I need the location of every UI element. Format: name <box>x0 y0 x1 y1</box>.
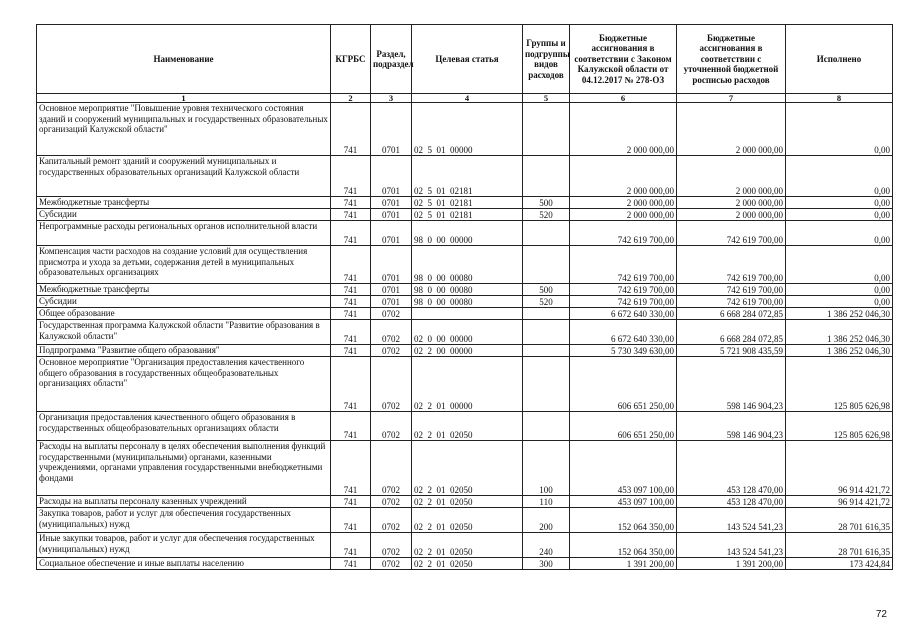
row-group <box>523 156 570 197</box>
table-row <box>37 320 893 345</box>
row-section: 0701 <box>371 197 412 209</box>
row-executed: 28 701 616,35 <box>786 533 893 558</box>
row-section: 0702 <box>371 320 412 345</box>
row-target: 02 2 00 00000 <box>412 345 523 357</box>
table-row <box>37 441 893 496</box>
row-name: Социальное обеспечение и иные выплаты населению <box>37 558 331 570</box>
table-row <box>37 284 893 296</box>
column-number-row <box>37 94 893 103</box>
row-budget-refined: 742 619 700,00 <box>677 296 786 308</box>
row-krbs: 741 <box>331 246 371 284</box>
row-name: Компенсация части расходов на создание условий для осуществления присмотра и ухода за детьми, содержания детей в муниципальных образовательных организациях <box>37 246 331 284</box>
row-section: 0701 <box>371 284 412 296</box>
row-name: Субсидии <box>37 296 331 308</box>
row-budget-law: 453 097 100,00 <box>570 441 677 496</box>
row-krbs: 741 <box>331 197 371 209</box>
row-krbs: 741 <box>331 496 371 508</box>
table-row <box>37 221 893 246</box>
row-section: 0702 <box>371 308 412 320</box>
row-name: Основное мероприятие "Повышение уровня технического состояния зданий и сооружений муниципальных и государственных образовательных организаций Калужской области" <box>37 103 331 156</box>
row-budget-law: 152 064 350,00 <box>570 508 677 533</box>
row-krbs: 741 <box>331 320 371 345</box>
row-executed: 96 914 421,72 <box>786 441 893 496</box>
table-row <box>37 345 893 357</box>
row-group <box>523 246 570 284</box>
row-executed: 1 386 252 046,30 <box>786 320 893 345</box>
table-row <box>37 412 893 441</box>
row-group <box>523 345 570 357</box>
row-name: Закупка товаров, работ и услуг для обеспечения государственных (муниципальных) нужд <box>37 508 331 533</box>
row-group: 200 <box>523 508 570 533</box>
row-executed: 0,00 <box>786 296 893 308</box>
row-executed: 0,00 <box>786 284 893 296</box>
row-name: Расходы на выплаты персоналу в целях обеспечения выполнения функций государственными (муниципальными) органами, казенными учреждениями, органами управления государственными внебюджетными фондами <box>37 441 331 496</box>
table-row <box>37 103 893 156</box>
row-budget-law: 606 651 250,00 <box>570 412 677 441</box>
row-section: 0701 <box>371 209 412 221</box>
row-target: 02 2 01 02050 <box>412 558 523 570</box>
row-executed: 1 386 252 046,30 <box>786 345 893 357</box>
row-budget-refined: 742 619 700,00 <box>677 246 786 284</box>
header-krbs: КГРБС <box>331 25 371 94</box>
row-group: 520 <box>523 209 570 221</box>
row-executed: 28 701 616,35 <box>786 508 893 533</box>
row-budget-law: 152 064 350,00 <box>570 533 677 558</box>
row-budget-law: 6 672 640 330,00 <box>570 320 677 345</box>
row-executed: 0,00 <box>786 156 893 197</box>
row-budget-refined: 143 524 541,23 <box>677 533 786 558</box>
row-budget-law: 2 000 000,00 <box>570 197 677 209</box>
row-target: 02 5 01 02181 <box>412 156 523 197</box>
row-krbs: 741 <box>331 558 371 570</box>
row-budget-refined: 453 128 470,00 <box>677 441 786 496</box>
row-name: Капитальный ремонт зданий и сооружений муниципальных и государственных образовательных организаций Калужской области <box>37 156 331 197</box>
row-target: 02 2 01 02050 <box>412 508 523 533</box>
row-budget-refined: 2 000 000,00 <box>677 197 786 209</box>
row-executed: 125 805 626,98 <box>786 357 893 412</box>
header-budget-law: Бюджетные ассигнования в соответствии с Законом Калужской области от 04.12.2017 № 278-ОЗ <box>570 25 677 94</box>
row-target: 98 0 00 00080 <box>412 284 523 296</box>
row-group: 110 <box>523 496 570 508</box>
row-section: 0702 <box>371 441 412 496</box>
row-budget-law: 2 000 000,00 <box>570 156 677 197</box>
row-group <box>523 103 570 156</box>
table-row <box>37 296 893 308</box>
row-budget-law: 1 391 200,00 <box>570 558 677 570</box>
table-row <box>37 308 893 320</box>
header-group: Группы и подгруппы видов расходов <box>523 25 570 94</box>
row-group: 240 <box>523 533 570 558</box>
row-budget-law: 6 672 640 330,00 <box>570 308 677 320</box>
row-krbs: 741 <box>331 308 371 320</box>
row-krbs: 741 <box>331 296 371 308</box>
row-krbs: 741 <box>331 156 371 197</box>
table-row <box>37 209 893 221</box>
row-krbs: 741 <box>331 441 371 496</box>
row-budget-law: 2 000 000,00 <box>570 209 677 221</box>
row-target: 02 5 01 00000 <box>412 103 523 156</box>
header-budget-refined: Бюджетные ассигнования в соответствии с уточненной бюджетной росписью расходов <box>677 25 786 94</box>
row-name: Непрограммные расходы региональных органов исполнительной власти <box>37 221 331 246</box>
row-section: 0702 <box>371 357 412 412</box>
row-executed: 0,00 <box>786 197 893 209</box>
row-budget-law: 2 000 000,00 <box>570 103 677 156</box>
column-number: 4 <box>412 94 523 103</box>
row-target: 98 0 00 00000 <box>412 221 523 246</box>
row-executed: 0,00 <box>786 246 893 284</box>
row-name: Субсидии <box>37 209 331 221</box>
row-budget-refined: 742 619 700,00 <box>677 221 786 246</box>
table-row <box>37 558 893 570</box>
row-section: 0701 <box>371 246 412 284</box>
header-target: Целевая статья <box>412 25 523 94</box>
column-number: 8 <box>786 94 893 103</box>
row-budget-refined: 742 619 700,00 <box>677 284 786 296</box>
row-target: 02 5 01 02181 <box>412 209 523 221</box>
table-row <box>37 156 893 197</box>
row-section: 0701 <box>371 296 412 308</box>
row-budget-refined: 2 000 000,00 <box>677 156 786 197</box>
row-target: 98 0 00 00080 <box>412 296 523 308</box>
row-section: 0702 <box>371 496 412 508</box>
row-name: Подпрограмма "Развитие общего образования" <box>37 345 331 357</box>
row-budget-refined: 143 524 541,23 <box>677 508 786 533</box>
row-budget-law: 742 619 700,00 <box>570 284 677 296</box>
header-section: Раздел, подраздел <box>371 25 412 94</box>
row-budget-law: 606 651 250,00 <box>570 357 677 412</box>
row-section: 0701 <box>371 221 412 246</box>
table-row <box>37 508 893 533</box>
column-number: 3 <box>371 94 412 103</box>
budget-table <box>36 24 893 570</box>
row-name: Государственная программа Калужской области "Развитие образования в Калужской области" <box>37 320 331 345</box>
row-name: Основное мероприятие "Организация предоставления качественного общего образования в государственных общеобразовательных организациях области" <box>37 357 331 412</box>
row-group <box>523 221 570 246</box>
row-krbs: 741 <box>331 412 371 441</box>
header-executed: Исполнено <box>786 25 893 94</box>
row-executed: 1 386 252 046,30 <box>786 308 893 320</box>
row-section: 0702 <box>371 508 412 533</box>
row-target: 02 2 01 02050 <box>412 533 523 558</box>
row-krbs: 741 <box>331 103 371 156</box>
column-number: 5 <box>523 94 570 103</box>
table-row <box>37 533 893 558</box>
row-target: 02 0 00 00000 <box>412 320 523 345</box>
row-krbs: 741 <box>331 508 371 533</box>
row-name: Организация предоставления качественного общего образования в государственных общеобразовательных организациях области <box>37 412 331 441</box>
row-krbs: 741 <box>331 345 371 357</box>
row-target: 98 0 00 00080 <box>412 246 523 284</box>
table-row <box>37 496 893 508</box>
row-krbs: 741 <box>331 209 371 221</box>
row-krbs: 741 <box>331 357 371 412</box>
row-executed: 0,00 <box>786 103 893 156</box>
row-krbs: 741 <box>331 284 371 296</box>
row-target: 02 5 01 02181 <box>412 197 523 209</box>
row-budget-law: 5 730 349 630,00 <box>570 345 677 357</box>
row-budget-refined: 598 146 904,23 <box>677 412 786 441</box>
header-row <box>37 25 893 94</box>
row-section: 0701 <box>371 103 412 156</box>
row-section: 0702 <box>371 412 412 441</box>
column-number: 6 <box>570 94 677 103</box>
row-section: 0702 <box>371 558 412 570</box>
row-budget-refined: 2 000 000,00 <box>677 103 786 156</box>
row-section: 0702 <box>371 345 412 357</box>
row-name: Иные закупки товаров, работ и услуг для обеспечения государственных (муниципальных) нужд <box>37 533 331 558</box>
row-group: 500 <box>523 197 570 209</box>
row-name: Общее образование <box>37 308 331 320</box>
row-name: Межбюджетные трансферты <box>37 197 331 209</box>
row-executed: 96 914 421,72 <box>786 496 893 508</box>
row-target <box>412 308 523 320</box>
row-section: 0702 <box>371 533 412 558</box>
table-row <box>37 357 893 412</box>
row-target: 02 2 01 02050 <box>412 496 523 508</box>
row-group: 520 <box>523 296 570 308</box>
row-budget-law: 742 619 700,00 <box>570 296 677 308</box>
row-budget-refined: 5 721 908 435,59 <box>677 345 786 357</box>
column-number: 1 <box>37 94 331 103</box>
row-group: 100 <box>523 441 570 496</box>
row-budget-refined: 6 668 284 072,85 <box>677 308 786 320</box>
row-name: Расходы на выплаты персоналу казенных учреждений <box>37 496 331 508</box>
row-section: 0701 <box>371 156 412 197</box>
row-krbs: 741 <box>331 533 371 558</box>
row-budget-refined: 6 668 284 072,85 <box>677 320 786 345</box>
row-executed: 0,00 <box>786 221 893 246</box>
table-row <box>37 246 893 284</box>
row-budget-law: 742 619 700,00 <box>570 246 677 284</box>
row-budget-refined: 598 146 904,23 <box>677 357 786 412</box>
row-name: Межбюджетные трансферты <box>37 284 331 296</box>
table-body <box>37 103 893 570</box>
column-number: 7 <box>677 94 786 103</box>
column-number: 2 <box>331 94 371 103</box>
row-executed: 0,00 <box>786 209 893 221</box>
row-budget-refined: 1 391 200,00 <box>677 558 786 570</box>
row-krbs: 741 <box>331 221 371 246</box>
row-target: 02 2 01 02050 <box>412 412 523 441</box>
row-executed: 173 424,84 <box>786 558 893 570</box>
row-group: 500 <box>523 284 570 296</box>
row-budget-refined: 453 128 470,00 <box>677 496 786 508</box>
row-group <box>523 412 570 441</box>
row-executed: 125 805 626,98 <box>786 412 893 441</box>
row-budget-law: 742 619 700,00 <box>570 221 677 246</box>
row-target: 02 2 01 02050 <box>412 441 523 496</box>
header-name: Наименование <box>37 25 331 94</box>
row-group <box>523 308 570 320</box>
row-budget-refined: 2 000 000,00 <box>677 209 786 221</box>
row-group <box>523 357 570 412</box>
row-group: 300 <box>523 558 570 570</box>
row-group <box>523 320 570 345</box>
row-target: 02 2 01 00000 <box>412 357 523 412</box>
page-number: 72 <box>875 609 887 620</box>
table-row <box>37 197 893 209</box>
row-budget-law: 453 097 100,00 <box>570 496 677 508</box>
